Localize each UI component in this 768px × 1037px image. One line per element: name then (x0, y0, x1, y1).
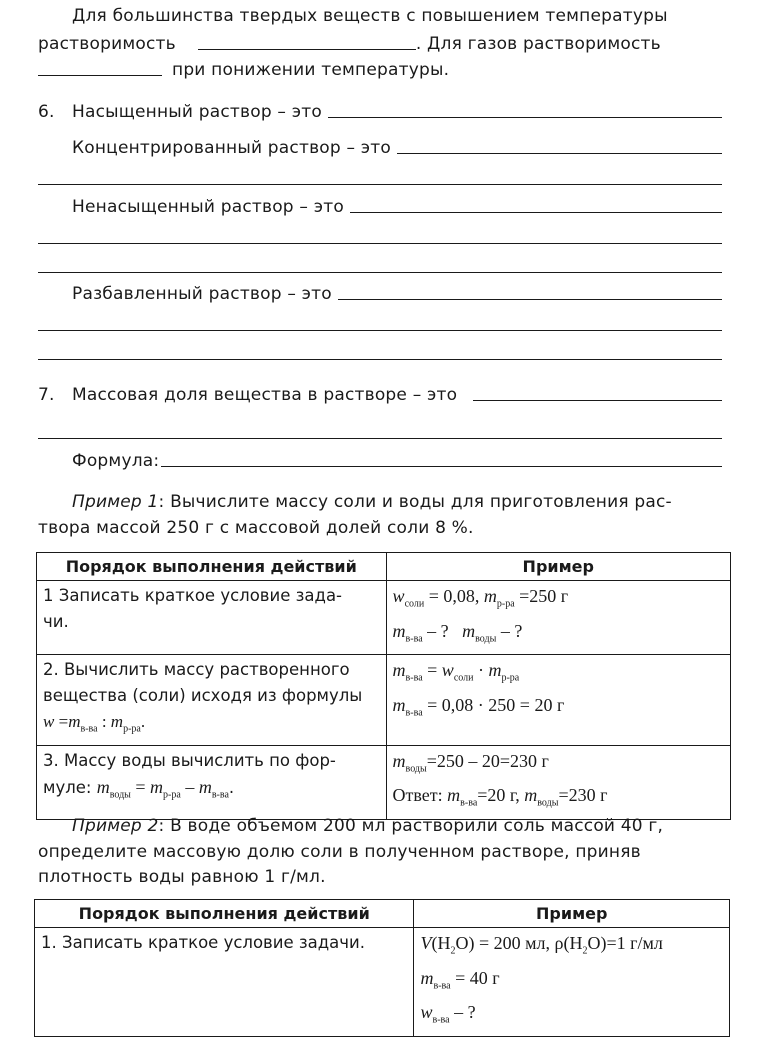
example1-line-1 (72, 492, 732, 512)
intro-part2a: растворимость (38, 34, 176, 54)
example-cell (414, 928, 730, 1037)
answer-line[interactable] (38, 438, 722, 439)
step-text: 3. Массу воды вычислить по фор- (43, 750, 336, 770)
header-steps: Порядок выполнения действий (35, 900, 414, 928)
intro-part1: Для большинства твердых веществ с повышением температуры (72, 6, 668, 26)
example2-line-2 (38, 842, 732, 862)
q6-dilute-label: Разбавленный раствор – это (72, 284, 332, 304)
q7-formula-row (72, 451, 722, 471)
step-text: 2. Вычислить массу растворенного (43, 660, 350, 680)
formula-line[interactable] (161, 466, 722, 467)
example2-line-1 (72, 816, 732, 836)
q6-unsaturated-label: Ненасыщенный раствор – это (72, 197, 344, 217)
intro-part2b: . Для газов растворимость (415, 34, 661, 54)
intro-line-2 (38, 34, 732, 54)
step-cell (37, 581, 387, 655)
intro-line-3 (38, 60, 732, 80)
step-text: вещества (соли) исходя из формулы (43, 686, 363, 706)
formula-text: $m_{в-ва}$ – ? $m_{воды}$ – ? (392, 620, 523, 645)
step-text: 1. Записать краткое условие задачи. (41, 933, 366, 952)
example-cell (386, 655, 730, 745)
intro-part3: при понижении температуры. (172, 60, 450, 80)
table-row (37, 745, 731, 819)
example-cell (386, 581, 730, 655)
table-row (37, 581, 731, 655)
answer-line[interactable] (38, 243, 722, 244)
q6-concentrated-label: Концентрированный раствор – это (72, 138, 392, 158)
table-row (37, 655, 731, 745)
q6-saturated-row (38, 102, 722, 122)
formula-text: $V(H_2O) = 200$ мл, $\rho(H_2O)=1$ г/мл (420, 933, 663, 957)
step-cell (37, 655, 387, 745)
answer-line[interactable] (338, 299, 722, 300)
step-formula: муле: $m_{воды} = m_{р-ра} - m_{в-ва}$. (43, 776, 235, 801)
table-row (35, 928, 730, 1037)
formula-text: $m_{в-ва} = w_{соли} \cdot m_{р-ра}$ (392, 660, 520, 684)
step-cell (35, 928, 414, 1037)
example2-text3: плотность воды равною 1 г/мл. (38, 867, 326, 887)
q6-concentrated-row (72, 138, 722, 158)
blank-line[interactable] (38, 75, 162, 76)
q7-number: 7. (38, 385, 55, 405)
header-example: Пример (414, 900, 730, 928)
step-text: 1 Записать краткое условие зада- (43, 586, 343, 605)
formula-text: $w_{соли} = 0,08$, $m_{р-ра} =250$ г (392, 586, 569, 610)
header-example: Пример (386, 553, 730, 581)
blank-line[interactable] (198, 49, 416, 50)
q7-mass-fraction-row (38, 385, 722, 405)
example2-table (34, 899, 730, 1037)
example2-text1: : В воде объемом 200 мл растворили соль массой 40 г, (158, 816, 664, 836)
example1-table (36, 552, 731, 820)
formula-text: Ответ: $m_{в-ва}=20$ г, $m_{воды}=230$ г (392, 785, 608, 809)
example1-text2: твора массой 250 г с массовой долей соли 8 %. (38, 518, 474, 538)
answer-line[interactable] (350, 212, 722, 213)
q7-formula-label: Формула: (72, 451, 160, 471)
answer-line[interactable] (397, 153, 722, 154)
answer-line[interactable] (473, 400, 722, 401)
formula-text: $w_{в-ва}$ – ? (420, 1002, 476, 1026)
intro-line-1 (72, 6, 732, 26)
example1-label: Пример 1 (72, 492, 159, 512)
header-steps: Порядок выполнения действий (37, 553, 387, 581)
example2-label: Пример 2 (72, 816, 159, 836)
q7-mass-fraction-label: Массовая доля вещества в растворе – это (72, 385, 458, 405)
formula-text: $m_{воды}=250 - 20=230$ г (392, 750, 549, 775)
table-header-row (37, 553, 731, 581)
q6-number: 6. (38, 102, 55, 122)
formula-text: $m_{в-ва} = 40$ г (420, 967, 500, 992)
q6-saturated-label: Насыщенный раствор – это (72, 102, 322, 122)
q6-unsaturated-row (72, 197, 722, 217)
answer-line[interactable] (38, 184, 722, 185)
example-cell (386, 745, 730, 819)
table-header-row (35, 900, 730, 928)
example2-line-3 (38, 867, 732, 887)
formula-text: $m_{в-ва} = 0,08 \cdot 250 = 20$ г (392, 694, 565, 719)
step-text: чи. (43, 612, 69, 631)
example1-text1: : Вычислите массу соли и воды для приготовления рас- (158, 492, 672, 512)
example2-text2: определите массовую долю соли в полученном растворе, приняв (38, 842, 641, 862)
step-formula: $w =m_{в-ва}$ : $m_{р-ра}$. (43, 712, 146, 735)
answer-line[interactable] (38, 330, 722, 331)
answer-line[interactable] (328, 117, 722, 118)
step-cell (37, 745, 387, 819)
answer-line[interactable] (38, 272, 722, 273)
answer-line[interactable] (38, 359, 722, 360)
example1-line-2 (38, 518, 732, 538)
q6-dilute-row (72, 284, 722, 304)
